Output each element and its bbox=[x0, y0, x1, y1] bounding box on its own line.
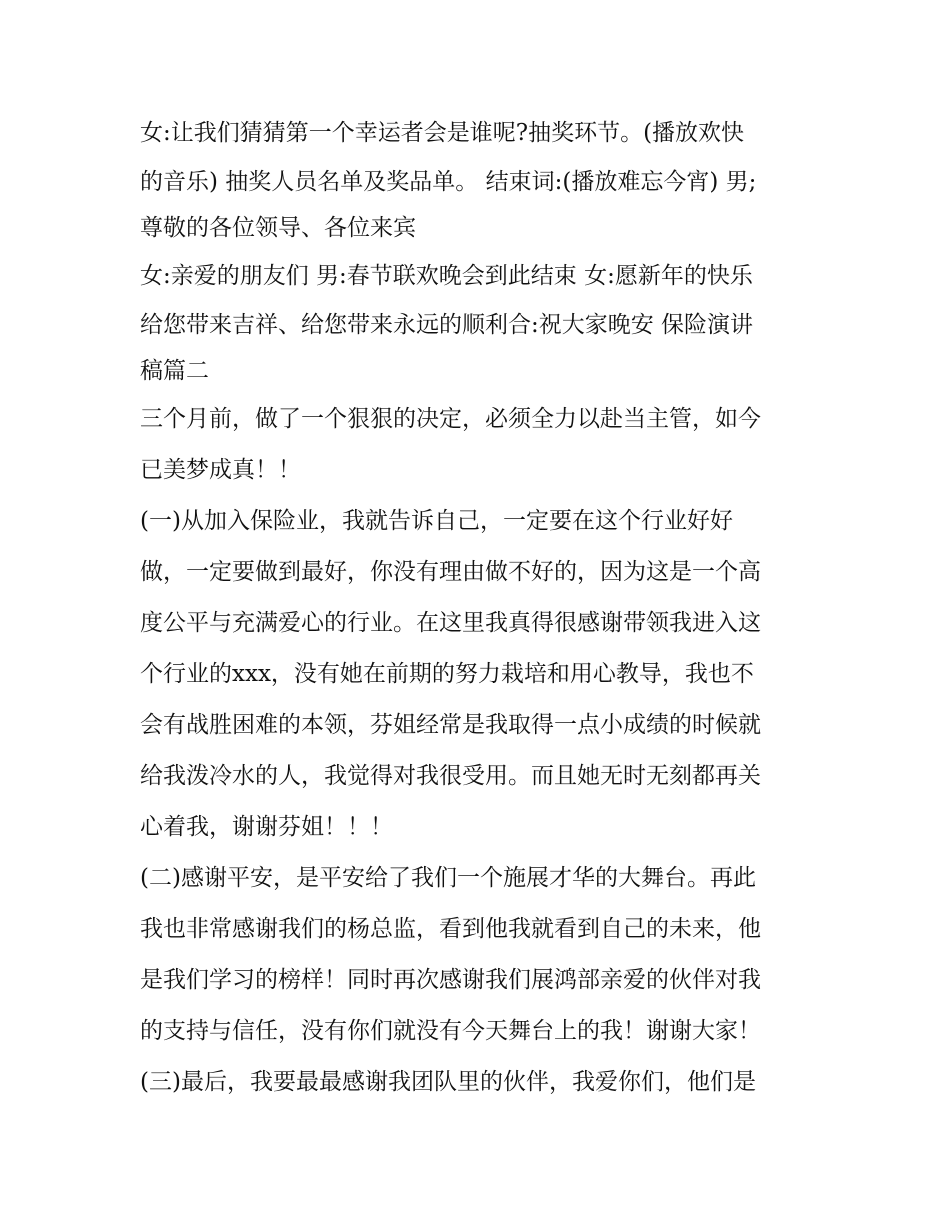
text-line: (三)最后，我要最最感谢我团队里的伙伴，我爱你们，他们是 bbox=[140, 1069, 756, 1095]
text-line: 会有战胜困难的本领，芬姐经常是我取得一点小成绩的时候就 bbox=[140, 712, 761, 738]
text-line: 做，一定要做到最好，你没有理由做不好的，因为这是一个高 bbox=[140, 559, 761, 585]
text-line: 稿篇二 bbox=[140, 358, 209, 384]
text-line: 给您带来吉祥、给您带来永远的顺利合:祝大家晚安 保险演讲 bbox=[140, 312, 754, 338]
text-line: 我也非常感谢我们的杨总监，看到他我就看到自己的未来，他 bbox=[140, 916, 761, 942]
text-line: (二)感谢平安，是平安给了我们一个施展才华的大舞台。再此 bbox=[140, 865, 756, 891]
text-line: 三个月前，做了一个狠狠的决定，必须全力以赴当主管，如今 bbox=[140, 406, 761, 432]
text-line: 度公平与充满爱心的行业。在这里我真得很感谢带领我进入这 bbox=[140, 610, 761, 636]
text-line: 心着我，谢谢芬姐！！！ bbox=[140, 814, 393, 840]
text-line: 女:亲爱的朋友们 男:春节联欢晚会到此结束 女:愿新年的快乐 bbox=[140, 263, 753, 289]
text-line: 尊敬的各位领导、各位来宾 bbox=[140, 215, 416, 241]
text-line: 已美梦成真！！ bbox=[140, 457, 301, 483]
text-line: 女:让我们猜猜第一个幸运者会是谁呢?抽奖环节。(播放欢快 bbox=[140, 120, 745, 146]
text-line: (一)从加入保险业，我就告诉自己，一定要在这个行业好好 bbox=[140, 508, 733, 534]
text-line: 是我们学习的榜样！同时再次感谢我们展鸿部亲爱的伙伴对我 bbox=[140, 967, 761, 993]
text-line: 的支持与信任，没有你们就没有今天舞台上的我！谢谢大家！ bbox=[140, 1018, 761, 1044]
text-line: 个行业的xxx，没有她在前期的努力栽培和用心教导，我也不 bbox=[140, 661, 754, 687]
text-line: 的音乐) 抽奖人员名单及奖品单。 结束词:(播放难忘今宵) 男; bbox=[140, 169, 757, 195]
text-line: 给我泼冷水的人，我觉得对我很受用。而且她无时无刻都再关 bbox=[140, 763, 761, 789]
document-body bbox=[140, 108, 830, 1108]
